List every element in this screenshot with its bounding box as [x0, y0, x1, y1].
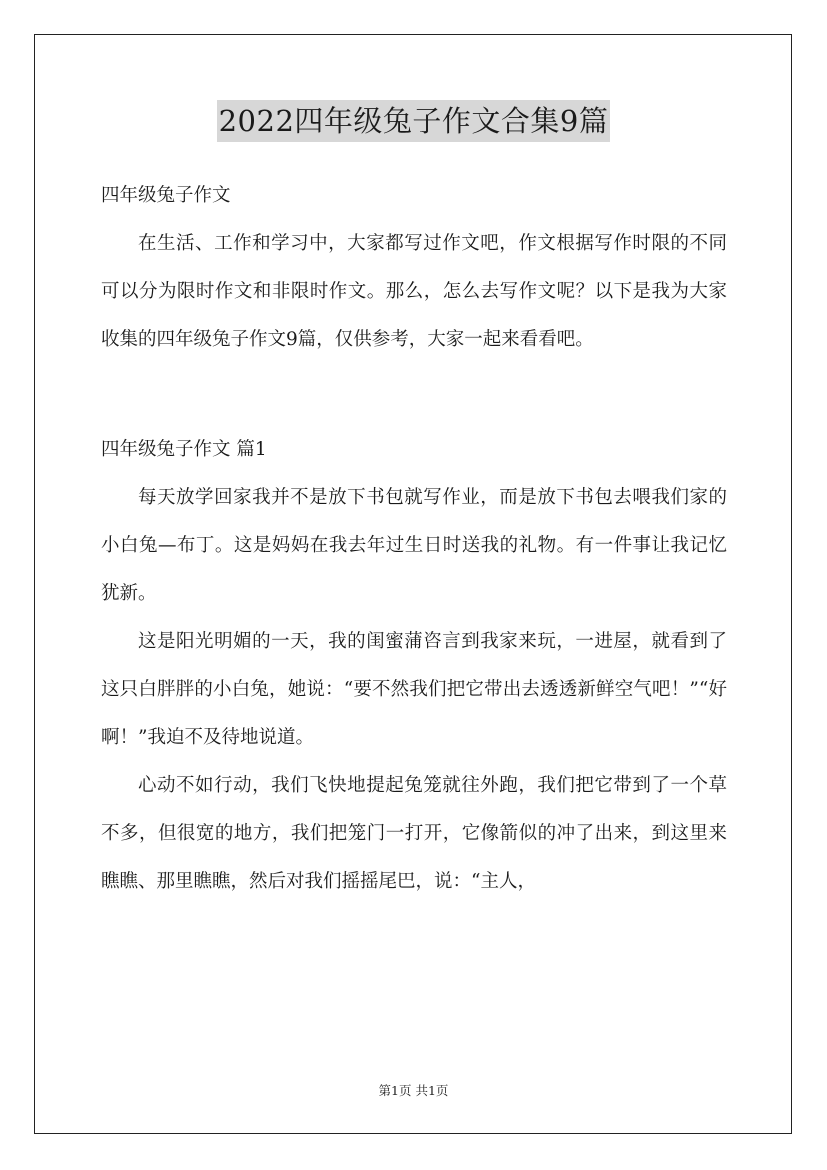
section-gap	[101, 364, 727, 426]
title-container	[0, 100, 827, 142]
section-heading: 四年级兔子作文 篇1	[101, 439, 267, 460]
page-footer: 第1页 共1页	[378, 1083, 449, 1098]
paragraph: 这是阳光明媚的一天，我的闺蜜蒲咨言到我家来玩，一进屋，就看到了这只白胖胖的小白兔，她说：“要不然我们把它带出去透透新鲜空气吧！”“好啊！”我迫不及待地说道。	[101, 631, 727, 748]
document-body	[101, 172, 727, 906]
paragraph: 心动不如行动，我们飞快地提起兔笼就往外跑，我们把它带到了一个草不多，但很宽的地方，我们把笼门一打开，它像箭似的冲了出来，到这里来瞧瞧、那里瞧瞧，然后对我们摇摇尾巴，说：“主人，	[101, 775, 727, 892]
document-title: 2022四年级兔子作文合集9篇	[217, 100, 611, 142]
paragraph: 每天放学回家我并不是放下书包就写作业，而是放下书包去喂我们家的小白兔—布丁。这是妈妈在我去年过生日时送我的礼物。有一件事让我记忆犹新。	[101, 487, 727, 604]
paragraph: 在生活、工作和学习中，大家都写过作文吧，作文根据写作时限的不同可以分为限时作文和非限时作文。那么，怎么去写作文呢？以下是我为大家收集的四年级兔子作文9篇，仅供参考，大家一起来看看吧。	[101, 233, 727, 350]
section-heading: 四年级兔子作文	[101, 185, 231, 206]
